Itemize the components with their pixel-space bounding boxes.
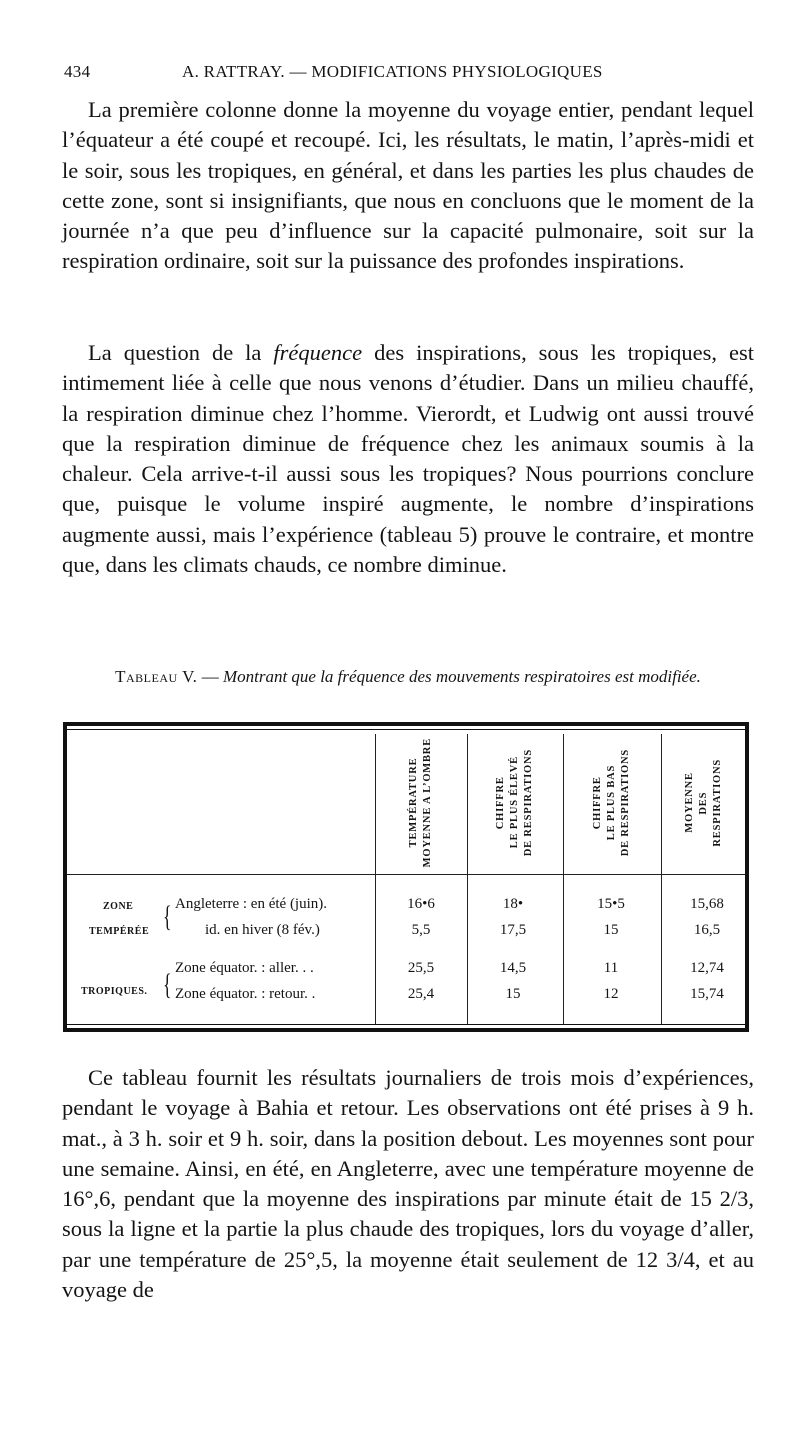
column-header-line: LE PLUS ÉLEVÉ: [509, 756, 520, 850]
column-header-line: CHIFFRE: [495, 776, 506, 830]
group-brace: {: [163, 900, 172, 933]
column-divider: [467, 734, 468, 1024]
table-cell-max: 18•: [502, 896, 524, 912]
column-header-line: DE RESPIRATIONS: [620, 749, 631, 857]
running-title: A. RATTRAY. — MODIFICATIONS PHYSIOLOGIQUES: [182, 62, 603, 81]
group-label-tropiques: TROPIQUES.: [81, 986, 148, 997]
row-label: id. en hiver (8 fév.): [205, 922, 320, 938]
table-cell-temp: 25,4: [407, 986, 435, 1002]
table-cell-max: 14,5: [499, 960, 527, 976]
table-caption-text: Montrant que la fréquence des mouvements respiratoires est modifiée.: [222, 667, 701, 686]
data-table: [63, 722, 749, 1032]
paragraph-2-start: La question de la: [88, 340, 274, 365]
column-header-lowest: [565, 738, 659, 868]
column-header-line: LE PLUS BAS: [606, 765, 617, 841]
column-header-line: TEMPÉRATURE: [408, 758, 419, 848]
table-caption-label: Tableau V.: [115, 667, 198, 686]
column-header-line: DES: [698, 791, 709, 815]
column-header-mean: [663, 738, 745, 868]
table-caption-dash: —: [197, 667, 223, 686]
paragraph-2: [62, 338, 754, 580]
table-cell-max: 15: [505, 986, 521, 1002]
table-cell-mean: 15,68: [690, 896, 724, 912]
row-label: Zone équator. : retour. .: [175, 986, 316, 1002]
table-cell-temp: 16•6: [407, 896, 435, 912]
page-number: 434: [64, 62, 91, 81]
group-label-zone: ZONE: [103, 901, 134, 912]
paragraph-3: Ce tableau fournit les résultats journaliers de trois mois d’expériences, pendant le voyage à Bahia et retour. Les observations ont été prises à 9 h. mat., à 3 h. soir et 9 h. soir, dans la position debout. Les moyennes sont pour une semaine. Ainsi, en été, en Angleterre, avec une température moyenne de 16°,6, pendant que la moyenne des inspirations par minute était de 15 2/3, sous la ligne et la partie la plus chaude des tropiques, lors du voyage d’aller, par une température de 25°,5, la moyenne était seulement de 12 3/4, et au voyage de: [62, 1065, 754, 1303]
column-header-line: MOYENNE: [684, 772, 695, 834]
table-caption: [64, 666, 752, 687]
group-label-temperee: TEMPÉRÉE: [89, 926, 150, 937]
paragraph-1: La première colonne donne la moyenne du voyage entier, pendant lequel l’équateur a été coupé et recoupé. Ici, les résultats, le matin, l’après-midi et le soir, sous les tropiques, en général, et dans les parties les plus chaudes de cette zone, sont si insignifiants, que nous en concluons que le moment de la journée n’a que peu d’influence sur la capacité pulmonaire, soit sur la respiration ordinaire, soit sur la puissance des profondes inspirations.: [62, 97, 754, 274]
table-cell-mean: 12,74: [690, 960, 724, 976]
column-header-line: DE RESPIRATIONS: [523, 749, 534, 857]
table-cell-temp: 25,5: [407, 960, 435, 976]
column-divider: [375, 734, 376, 1024]
column-header-temperature: [377, 738, 465, 868]
row-label: Angleterre : en été (juin).: [175, 896, 328, 912]
table-cell-min: 12: [603, 986, 619, 1002]
column-header-line: RESPIRATIONS: [712, 759, 723, 847]
running-head: [64, 62, 754, 86]
column-header-line: CHIFFRE: [592, 776, 603, 830]
column-divider: [563, 734, 564, 1024]
table-bottom-rule: [67, 1024, 745, 1025]
table-cell-temp: 5,5: [411, 922, 431, 938]
table-top-rule: [67, 729, 745, 730]
paragraph-2-rest: des inspirations, sous les tropiques, est intimement liée à celle que nous venons d’étudier. Dans un milieu chauffé, la respiration diminue chez l’homme. Vierordt, et Ludwig ont aussi trouvé que la respiration diminue de fréquence chez les animaux soumis à la chaleur. Cela arrive-t-il aussi sous les tropiques? Nous pourrions conclure que, puisque le volume inspiré augmente, le nombre d’inspirations augmente aussi, mais l’expérience (tableau 5) prouve le contraire, et montre que, dans les climats chauds, ce nombre diminue.: [62, 340, 754, 578]
table-cell-max: 17,5: [499, 922, 527, 938]
column-header-line: MOYENNE A L’OMBRE: [422, 738, 433, 868]
column-divider: [661, 734, 662, 1024]
group-brace: {: [163, 968, 172, 1001]
table-cell-min: 15: [603, 922, 619, 938]
table-cell-min: 11: [603, 960, 619, 976]
row-label: Zone équator. : aller. . .: [175, 960, 314, 976]
table-cell-mean: 16,5: [693, 922, 721, 938]
table-cell-mean: 15,74: [690, 986, 724, 1002]
header-separator: [67, 874, 745, 875]
paragraph-2-emphasis: fréquence: [273, 340, 363, 365]
column-header-highest: [469, 738, 561, 868]
table-cell-min: 15•5: [597, 896, 625, 912]
